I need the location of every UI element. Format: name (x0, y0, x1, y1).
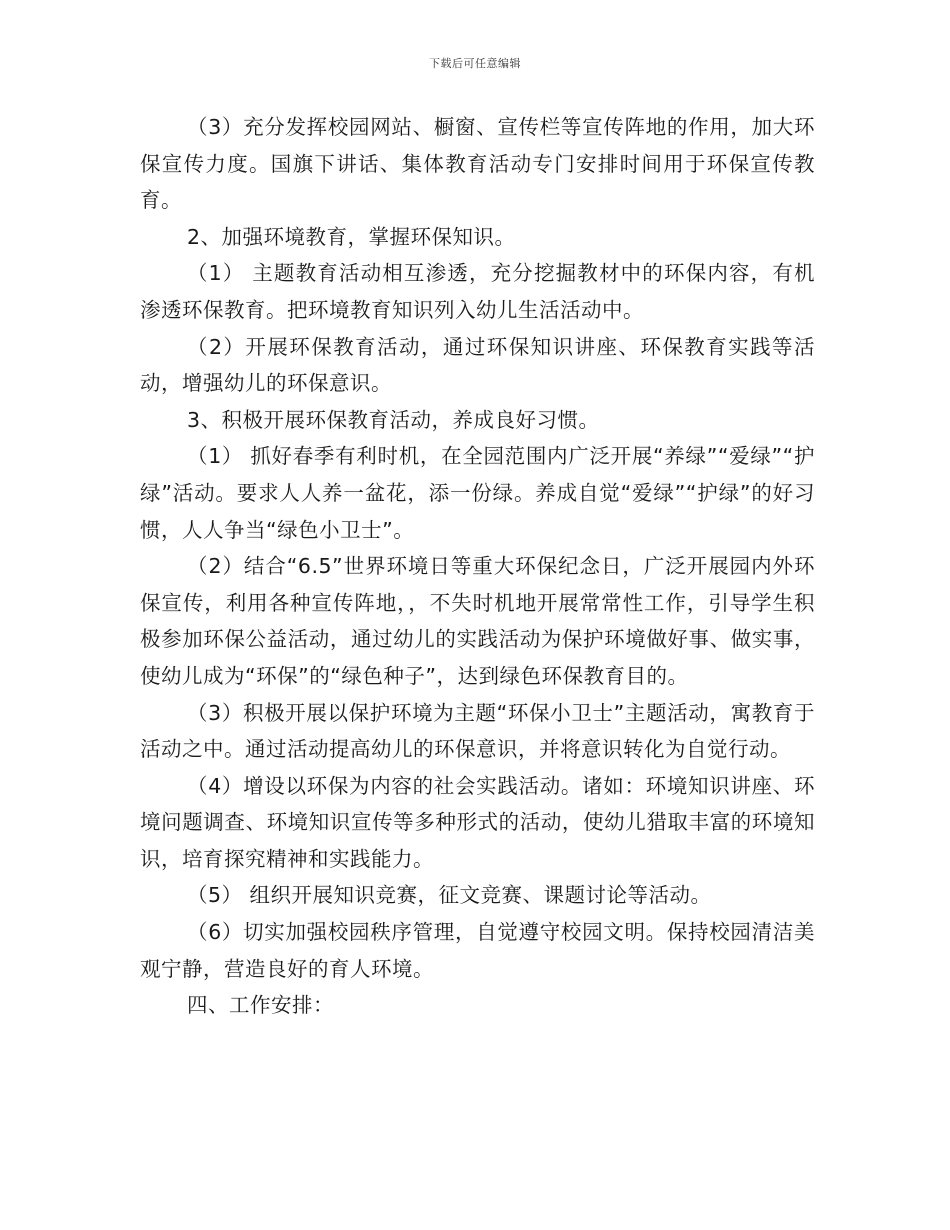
paragraph-social-practice: （4）增设以环保为内容的社会实践活动。诸如：环境知识讲座、环境问题调查、环境知识宣传等多种形式的活动，使幼儿猎取丰富的环境知识，培育探究精神和实践能力。 (140, 773, 815, 871)
heading-good-habits: 3、积极开展环保教育活动，养成良好习惯。 (187, 407, 600, 432)
heading-environmental-education: 2、加强环境教育，掌握环保知识。 (187, 224, 516, 249)
paragraph-theme-education: （1） 主题教育活动相互渗透，充分挖掘教材中的环保内容，有机渗透环保教育。把环境教育知识列入幼儿生活活动中。 (140, 261, 815, 322)
document-body (140, 109, 815, 1024)
heading-work-arrangement: 四、工作安排： (187, 993, 334, 1018)
paragraph-environment-day: （2）结合“6.5”世界环境日等重大环保纪念日，广泛开展园内外环保宣传，利用各种宣传阵地，，不失时机地开展常常性工作，引导学生积极参加环保公益活动，通过幼儿的实践活动为保护环境做好事、做实事，使幼儿成为“环保”的“绿色种子”，达到绿色环保教育目的。 (140, 554, 815, 688)
paragraph-spring-greening: （1） 抓好春季有利时机，在全园范围内广泛开展“养绿”“爱绿”“护绿”活动。要求人人养一盆花，添一份绿。养成自觉“爱绿”“护绿”的好习惯，人人争当“绿色小卫士”。 (140, 444, 815, 542)
paragraph-campus-order: （6）切实加强校园秩序管理，自觉遵守校园文明。保持校园清洁美观宁静，营造良好的育人环境。 (140, 920, 815, 981)
paragraph-competitions: （5） 组织开展知识竞赛，征文竞赛、课题讨论等活动。 (187, 883, 712, 908)
paragraph-education-activities: （2）开展环保教育活动，通过环保知识讲座、环保教育实践等活动，增强幼儿的环保意识。 (140, 334, 815, 396)
paragraph-little-guardian: （3）积极开展以保护环境为主题“环保小卫士”主题活动，寓教育于活动之中。通过活动提高幼儿的环保意识，并将意识转化为自觉行动。 (140, 700, 815, 762)
paragraph-promotion-channels: （3）充分发挥校园网站、橱窗、宣传栏等宣传阵地的作用，加大环保宣传力度。国旗下讲话、集体教育活动专门安排时间用于环保宣传教育。 (140, 115, 815, 213)
page-header: 下载后可任意编辑 (429, 57, 521, 70)
